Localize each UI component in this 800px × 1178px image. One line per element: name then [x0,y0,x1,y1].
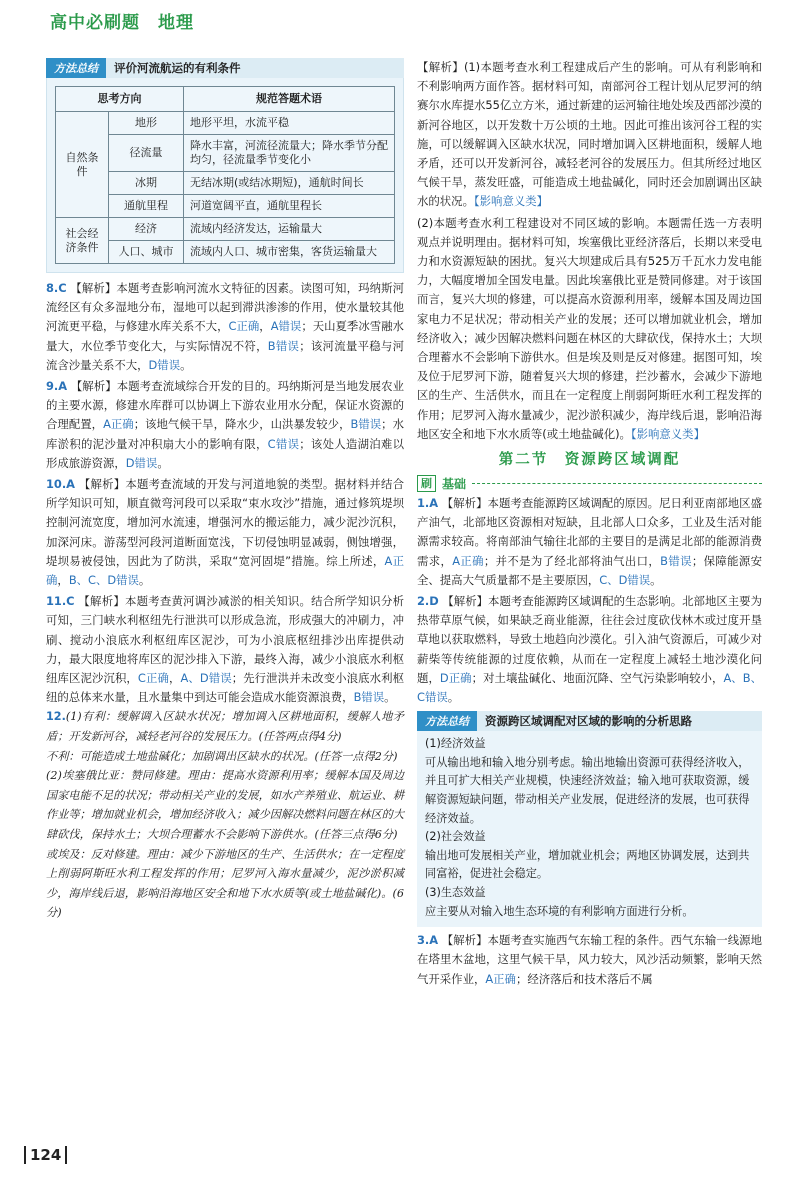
analysis-text: 【解析】(1)本题考查水利工程建成后产生的影响。可从有利影响和不利影响两方面作答。据材料可知，南部河谷工程计划从尼罗河的纳赛尔水库提水55亿立方米，通过新建的运河输往地处埃及西部沙漠的新河谷地区，以开发数十万公顷的土地。因此可推出该河谷工程的实施，可以缓解调入区缺水状况，同时增加调入区耕地面积，缓解人地矛盾，还可以开发新河谷，减轻老河谷的发展压力。但其所经过地区气候干旱，蒸发旺盛，可能造成土地盐碱化，同时还会加剧调出区缺水的状况。 [417,60,762,209]
answer-key: C正确 [137,671,169,686]
summary-line: 可从输出地和输入地分别考虑。输出地输出资源可获得经济收入，并且可扩大相关产业规模，快速经济效益；输入地可获取资源，缓解资源短缺问题，带动相关产业发展，促进经济的发展，也可获得经济效益。 [425,755,750,825]
item-text: ；并不是为了经北部将油气出口， [483,553,661,568]
answer-key: A正确 [46,553,404,588]
answer-item [417,592,762,707]
answer-key: C错误 [267,436,300,451]
factor-cell: 人口、城市 [109,241,184,264]
dashed-divider [472,483,762,484]
factor-cell: 地形 [109,112,184,135]
answer-key: C正确 [228,319,260,334]
item-text: ；天山夏季冰雪融水量大，水位季节变化大，与实际情况不符， [46,319,404,353]
item-text: 【解析】本题考查能源跨区域调配的原因。尼日利亚南部地区盛产油气，北部地区资源相对短缺，且北部人口众多，工业及生活对能源需求较高。将南部油气输往北部的主要目的是满足北部的能源消费需求， [417,496,762,568]
factor-cell: 冰期 [109,172,184,195]
answer-item [46,279,404,375]
category-tag: 【影响意义类】 [630,426,705,441]
answer-list-left [46,279,404,923]
basics-header [417,475,762,492]
brush-icon: 刷 [417,475,436,492]
item-text: ；该处人造湖泊难以形成旅游资源， [46,436,404,470]
item-text: ， [57,573,69,588]
right-column [417,58,762,989]
summary-line: (3)生态效益 [425,886,486,900]
handwritten-answer: 或埃及：反对修建。理由：减少下游地区的生产、生活供水；在一定程度上削弱阿斯旺水利工程发挥的作用；尼罗河入海水量减少，泥沙淤积减少，海岸线后退，影响沿海地区安全和地下水水质等(或土地盐碱化)。(6分) [46,847,405,920]
item-number: 11.C [46,594,75,609]
item-text: 【解析】本题考查流域的开发与河道地貌的类型。据材料并结合所学知识可知，顺直微弯河段可以采取“束水攻沙”措施，通过修筑堤坝控制河流宽度，增加河水流速，增强河水的搬运能力，减少泥沙沉积，加深河床。游荡型河段河道断面宽浅，下切侵蚀明显减弱，侧蚀增强，堤坝易被侵蚀，因此为了防洪，采取“宽河固堤”措施。综上所述， [46,477,404,568]
basics-label: 基础 [442,477,467,492]
item-number: 9.A [46,379,68,394]
page-header-title: 高中必刷题 地理 [50,13,194,33]
answer-item [417,494,762,590]
item-text: ， [259,319,271,334]
item-text: 【解析】本题考查流域综合开发的目的。玛纳斯河是当地发展农业的主要水源，修建水库群可以协调上下游农业用水分配，保证水资源的合理配置， [46,379,404,432]
answer-key: C、D错误 [599,572,651,587]
factor-cell: 径流量 [109,135,184,172]
item-text: 【解析】本题考查能源跨区域调配的生态影响。北部地区主要为热带草原气候，如果缺乏商业能源，往往会过度砍伐林木或过度开垦草地以获取燃料，导致土地趋向沙漠化。引入油气资源后，可减少对薪柴等传统能源的过度依赖，从而在一定程度上减轻土地沙漠化问题， [417,594,762,685]
answer-key: B错误 [267,338,300,353]
item-text: ；该河流量平稳与河流含沙量关系不大， [46,338,404,372]
desc-cell: 流域内经济发达，运输量大 [184,218,395,241]
table-header-terms: 规范答题术语 [184,87,395,112]
method-summary-box [46,78,404,273]
item-number: 2.D [417,594,439,609]
item-text: 【解析】本题考查黄河调沙减淤的相关知识。结合所学知识分析可知，三门峡水利枢纽先行泄洪可以形成急流，形成强大的冲刷力，冲刷、搅动小浪底水利枢纽库区泥沙，可为小浪底枢纽排沙出库提供动力，最大限度地将库区的泥沙排入下游，最终入海，减少小浪底水利枢纽库区泥沙沉积， [46,594,404,686]
desc-cell: 地形平坦，水流平稳 [184,112,395,135]
table-row [56,112,395,135]
handwritten-answer: (1)有利：缓解调入区缺水状况；增加调入区耕地面积，缓解人地矛盾；开发新河谷，减轻老河谷的发展压力。(任答两点得4分) [46,710,404,744]
answer-key: B、C、D错误 [68,573,139,588]
item-number: 12. [46,710,66,724]
summary-line: (2)社会效益 [425,830,486,844]
item-text: 。 [447,690,460,705]
factor-cell: 通航里程 [109,195,184,218]
method-tag: 方法总结 [46,58,106,78]
desc-cell: 降水丰富，河流径流量大；降水季节分配均匀，径流量季节变化小 [184,135,395,172]
analysis-paragraph [417,58,762,212]
method-tag: 方法总结 [417,711,477,731]
item-text: 。 [157,455,169,470]
item-text: 【解析】本题考查影响河流水文特征的因素。读图可知，玛纳斯河流经区有众多湿地分布，湿地可以起到滞洪渗渗的作用，使水量较其他河流更平稳，与修建水库关系不大， [46,281,404,334]
method-summary-header [46,58,404,78]
answer-key: D错误 [148,357,181,372]
category-tag: 【影响意义类】 [473,194,549,209]
table-row [56,218,395,241]
item-number: 8.C [46,281,67,295]
item-text: 。 [650,572,662,587]
left-column [46,0,404,923]
item-number: 10.A [46,477,75,492]
handwritten-answer: 不利：可能造成土地盐碱化；加剧调出区缺水的状况。(任答一点得2分) [46,749,398,763]
item-text: ；对土壤盐碱化、地面沉降、空气污染影响较小， [471,670,724,685]
item-text: ；水库淤积的泥沙量对冲积扇大小的影响有限， [46,417,404,451]
group-natural: 自然条件 [56,112,109,218]
item-text: ；该地气候干旱，降水少，山洪暴发较少， [133,417,351,432]
summary-line: (1)经济效益 [425,737,486,751]
page-number: 124 [24,1146,67,1164]
answer-key: A错误 [270,319,302,334]
method-summary-header-2 [417,711,762,731]
section-title: 第二节 资源跨区域调配 [498,452,681,469]
answer-key: B错误 [350,417,382,432]
item-number: 3.A [417,933,439,948]
desc-cell: 流域内人口、城市密集，客货运输量大 [184,241,395,264]
item-text: ；经济落后和技术落后不属 [515,971,653,986]
table-header-direction: 思考方向 [56,87,184,112]
answer-item [46,475,404,590]
method-title: 评价河流航运的有利条件 [114,61,241,75]
answer-key: B错误 [353,690,385,705]
factor-cell: 经济 [109,218,184,241]
desc-cell: 河道宽阔平直，通航里程长 [184,195,395,218]
item-text: ；保障能源安全、提高大气质量都不是主要原因， [417,553,762,587]
answer-item [46,377,404,473]
analysis-text: (2)本题考查水利工程建设对不同区域的影响。本题需任选一方表明观点并说明理由。据材料可知，埃塞俄比亚经济落后，长期以来受电力和水资源短缺的困扰。复兴大坝建成后具有525万千瓦水力发电能力，大幅度增加全国发电量。因此埃塞俄比亚是赞同修建。对于该国而言，复兴大坝的修建，可以提高水资源利用率，缓解本国及周边国家电力不足状况；带动相关产业的发展；还可以增加就业机会，增加经济收入；减少因解决燃料问题在林区的大肆砍伐，保持水土；大坝合理蓄水不会影响下游供水。但是埃及则是反对修建。据图可知，埃及位于尼罗河下游，随着复兴大坝的修建，拦沙蓄水，会减少下游地区的生产、生活供水，而且在一定程度上削弱阿斯旺水利工程发挥的作用；尼罗河入海水量减少，泥沙淤积减少，海岸线后退，影响沿海地区安全和地下水水质等(或土地盐碱化)。 [417,215,762,441]
answer-key: A正确 [452,553,484,568]
item-text: 【解析】本题考查实施西气东输工程的条件。西气东输一线源地在塔里木盆地，这里气候干旱，风力较大，风沙活动频繁，影响天然气开采作业， [417,933,762,986]
summary-line: 输出地可发展相关产业，增加就业机会；两地区协调发展，达到共同富裕，促进社会稳定。 [425,848,750,881]
answer-key: D正确 [439,670,472,685]
answer-item [417,931,762,989]
conditions-table [55,86,395,264]
item-number: 1.A [417,496,439,511]
item-text: ；先行泄洪并未改变小浪底水利枢纽的总体来水量，且水量集中到达可能会造成水能资源浪费， [46,671,404,705]
answer-key: D错误 [125,455,158,470]
group-social: 社会经济条件 [56,218,109,264]
answer-item [46,592,404,707]
summary-line: 应主要从对输入地生态环境的有利影响方面进行分析。 [425,904,694,918]
analysis-paragraph [417,214,762,444]
handwritten-answer: (2)埃塞俄比亚：赞同修建。理由：提高水资源利用率；缓解本国及周边国家电能不足的状况；带动相关产业的发展，如水产养殖业、航运业、耕作业等；增加就业机会，增加经济收入；减少因解决燃料问题在林区的大肆砍伐，保持水土；大坝合理蓄水不会影响下游供水。(任答三点得6分) [46,769,405,842]
answer-item-12 [46,707,404,923]
item-text: 。 [138,573,151,588]
desc-cell: 无结冰期(或结冰期短)，通航时间长 [184,172,395,195]
item-text: 。 [384,690,396,705]
answer-key: A、B、C错误 [417,670,762,705]
answer-key: A、D错误 [180,671,232,686]
method-title: 资源跨区域调配对区域的影响的分析思路 [485,714,692,729]
item-text: ， [168,671,181,686]
method-summary-box-2 [417,731,762,927]
answer-key: B错误 [660,553,692,568]
item-text: 。 [180,357,192,372]
answer-key: A正确 [103,417,134,432]
answer-key: A正确 [485,971,516,986]
